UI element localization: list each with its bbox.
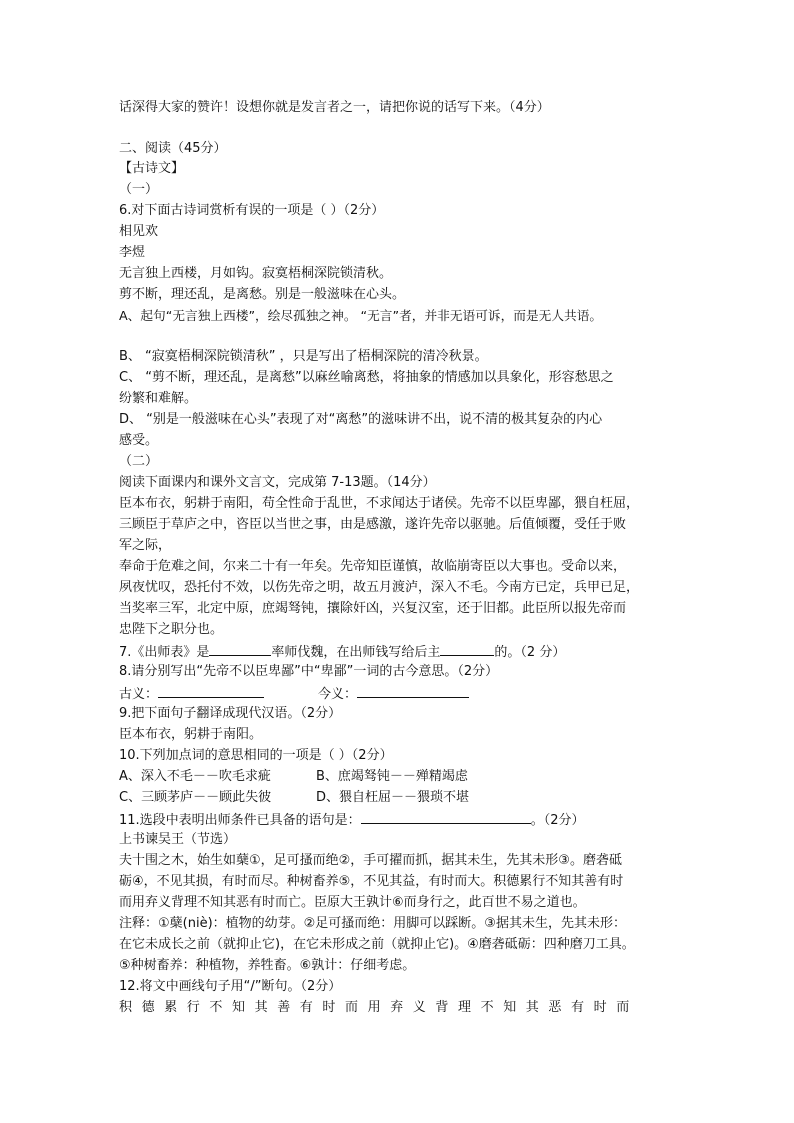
q7-blank-1[interactable] [209,641,271,656]
annotation-line: 在它未成长之前（就抑止它)，在它未形成之前（就抑止它)。④磨砻砥砺：四种磨刀工具。 [119,937,635,952]
poem-title: 相见欢 [119,224,159,239]
q10-option-a: A、深入不毛－－吹毛求疵 [119,769,271,784]
passage-line: 三顾臣于草庐之中，咨臣以当世之事，由是感激，遂许先帝以驱驰。后值倾覆，受任于败 [119,517,627,532]
poem-author: 李煜 [119,245,146,260]
section-heading: 二、阅读（45分） [119,141,227,156]
question-8: 8.请分别写出“先帝不以臣卑鄙”中“卑鄙”一词的古今意思。（2分） [119,664,499,679]
q11-blank[interactable] [361,809,531,824]
q7-blank-2[interactable] [440,641,494,656]
passage-2-line: 砺④，不见其损，有时而尽。种树畜养⑤，不见其益，有时而大。积德累行不知其善有时 [119,874,624,889]
passage-2-line: 而用弃义背理不知其恶有时而亡。臣原大王孰计⑥而身行之，此百世不易之道也。 [119,895,586,910]
option-d: D、 “别是一般滋味在心头”表现了对“离愁”的滋味讲不出，说不清的极其复杂的内心 [119,412,603,427]
passage-line: 夙夜忧叹，恐托付不效，以伤先帝之明，故五月渡泸，深入不毛。今南方已定，兵甲已足， [119,580,640,595]
question-12-text: 积德累行不知其善有时而用弃义背理不知其恶有时而 [119,1000,639,1015]
passage-2-title: 上书谏吴王（节选） [119,832,237,847]
part-two-label: （二） [119,454,159,469]
q8-jin-label: 今义： [318,687,358,702]
question-8-answer [119,683,469,705]
passage-line: 军之际， [119,538,172,553]
passage-line: 忠陛下之职分也。 [119,622,224,637]
q10-option-d: D、猥自枉屈－－猥琐不堪 [316,790,470,805]
q8-gu-label: 古义： [119,687,159,702]
q7-part-a: 7.《出师表》是 [119,645,210,660]
q10-option-b: B、庶竭驽钝－－殚精竭虑 [316,769,468,784]
q8-gu-blank[interactable] [158,683,264,698]
question-6: 6.对下面古诗词赏析有误的一项是（ ）（2分） [119,203,385,218]
poem-line: 无言独上西楼，月如钩。寂寞梧桐深院锁清秋。 [119,266,393,281]
question-9: 9.把下面句子翻译成现代汉语。（2分） [119,706,342,721]
q11-part-b: 。（2分） [530,813,585,828]
q11-part-a: 11.选段中表明出师条件已具备的语句是： [119,813,361,828]
prev-question-line: 话深得大家的赞许！设想你就是发言者之一，请把你说的话写下来。（4分） [119,100,550,115]
q7-part-c: 的。（2 分） [494,645,566,660]
question-11 [119,809,584,831]
passage-line: 当奖率三军，北定中原，庶竭驽钝，攘除奸凶，兴复汉室，还于旧都。此臣所以报先帝而 [119,601,627,616]
annotation-line: 注释：①蘖(niè)：植物的幼芽。②足可搔而绝：用脚可以踩断。③据其未生，先其未形： [119,916,626,931]
passage-2-line: 夫十围之木，始生如蘖①，足可搔而绝②，手可擢而抓，据其未生，先其未形③。磨砻砥 [119,853,622,868]
question-10: 10.下列加点词的意思相同的一项是（ ）（2分） [119,748,393,763]
question-7 [119,641,565,663]
part-one-label: （一） [119,182,159,197]
poem-line: 剪不断，理还乱，是离愁。别是一般滋味在心头。 [119,287,406,302]
option-d-cont: 感受。 [119,433,159,448]
question-9-sentence: 臣本布衣，躬耕于南阳。 [119,727,263,742]
question-10-options-cd [119,788,469,808]
passage-line: 臣本布衣，躬耕于南阳，苟全性命于乱世，不求闻达于诸侯。先帝不以臣卑鄙，猥自枉屈， [119,496,640,511]
option-b: B、 “寂寞梧桐深院锁清秋” ，只是写出了梧桐深院的清冷秋景。 [119,349,488,364]
annotation-line: ⑤种树畜养：种植物，养牲畜。⑥孰计：仔细考虑。 [119,958,416,973]
option-c: C、 “剪不断，理还乱，是离愁”以麻丝喻离愁，将抽象的情感加以具象化，形容愁思之 [119,370,614,385]
q10-option-c: C、三顾茅庐－－顾此失彼 [119,790,272,805]
q7-part-b: 率师伐魏，在出师钱写给后主 [271,645,441,660]
question-12: 12.将文中画线句子用“/”断句。（2分） [119,979,342,994]
option-a: A、起句“无言独上西楼”，绘尽孤独之神。 “无言”者，并非无语可诉，而是无人共语。 [119,308,603,323]
passage-line: 奉命于危难之间，尔来二十有一年矣。先帝知臣谨慎，故临崩寄臣以大事也。受命以来， [119,559,627,574]
reading-intro: 阅读下面课内和课外文言文，完成第 7-13题。（14分） [119,475,436,490]
subsection-heading: 【古诗文】 [119,161,185,176]
question-10-options-ab [119,767,468,787]
q8-jin-blank[interactable] [357,683,469,698]
option-c-cont: 纷繁和难解。 [119,391,198,406]
